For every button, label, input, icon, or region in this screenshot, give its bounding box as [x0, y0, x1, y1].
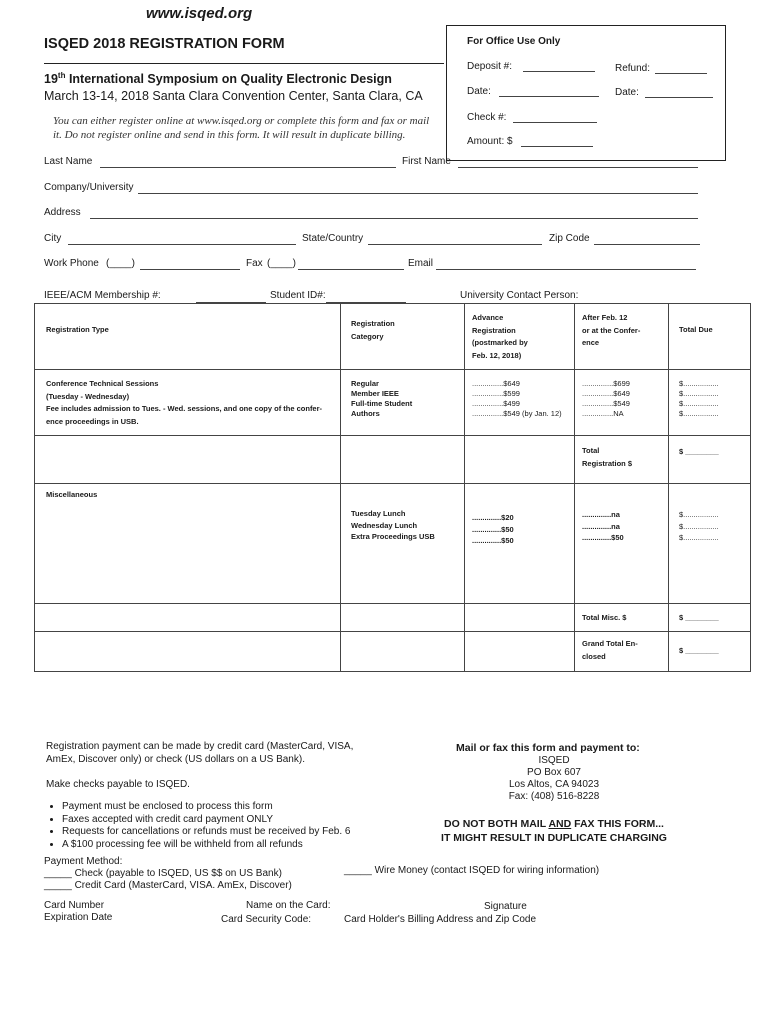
city-input[interactable] — [68, 244, 296, 245]
security-code-label: Card Security Code: — [221, 914, 312, 925]
after-header-2: or at the Confer- — [582, 325, 641, 335]
amount-line[interactable] — [521, 146, 593, 147]
company-input[interactable] — [138, 193, 698, 194]
after-price: ...............$549 — [582, 399, 630, 408]
list-item: • Requests for cancellations or refunds must be received by Feb. 6 — [62, 826, 350, 839]
expiration-label: Expiration Date — [44, 912, 113, 923]
table-row — [35, 370, 751, 436]
conference-totals[interactable] — [669, 370, 751, 436]
misc-after-price: ..............na — [582, 510, 620, 519]
dates-location: March 13-14, 2018 Santa Clara Convention Center, Santa Clara, CA — [44, 89, 423, 103]
category-member: Member IEEE — [351, 389, 399, 398]
amount-label: Amount: $ — [467, 136, 513, 147]
advance-header-4: Feb. 12, 2018) — [472, 350, 522, 360]
contact-person-label: University Contact Person: — [460, 290, 579, 301]
work-phone-label: Work Phone — [44, 258, 99, 269]
email-label: Email — [408, 258, 434, 269]
warning-line-2: IT MIGHT RESULT IN DUPLICATE CHARGING — [441, 832, 667, 844]
student-id-label: Student ID#: — [270, 290, 326, 301]
misc-title: Miscellaneous — [46, 490, 98, 499]
table-row — [35, 484, 751, 604]
grand-total-value[interactable] — [669, 632, 751, 672]
total-registration-1: Total — [582, 446, 600, 455]
date2-label: Date: — [615, 87, 639, 98]
conference-advance-prices — [465, 370, 575, 436]
total-misc-field[interactable]: $ ________ — [679, 613, 719, 622]
category-regular: Regular — [351, 379, 379, 388]
date1-label: Date: — [467, 86, 491, 97]
conference-categories — [341, 370, 465, 436]
zip-input[interactable] — [594, 244, 700, 245]
misc-after-prices — [575, 484, 669, 604]
header-after — [575, 304, 669, 370]
mail-heading: Mail or fax this form and payment to: — [456, 742, 640, 754]
credit-card-option[interactable]: _____ Credit Card (MasterCard, VISA. AmEx, Discover) — [44, 880, 292, 891]
advance-header-3: (postmarked by — [472, 338, 528, 347]
payment-info-2: AmEx, Discover only) or check (US dollars on a US Bank). — [46, 754, 305, 765]
online-note-1: You can either register online at www.isqed.org or complete this form and fax or mail — [53, 115, 430, 127]
after-header-3: ence — [582, 338, 600, 347]
check-line[interactable] — [513, 122, 597, 123]
misc-total-field[interactable]: $................. — [679, 533, 719, 542]
warning-line-1 — [428, 818, 680, 830]
misc-item-extra-usb: Extra Proceedings USB — [351, 532, 435, 541]
fax-input[interactable] — [298, 269, 404, 270]
payment-info-1: Registration payment can be made by credit card (MasterCard, VISA, — [46, 741, 354, 752]
grand-total-2: closed — [582, 651, 606, 661]
misc-items — [341, 484, 465, 604]
company-label: Company/University — [44, 182, 134, 193]
table-row — [35, 604, 751, 632]
work-phone-area: (____) — [106, 258, 135, 269]
list-item: • A $100 processing fee will be withheld from all refunds — [62, 839, 350, 852]
email-input[interactable] — [436, 269, 696, 270]
state-input[interactable] — [368, 244, 542, 245]
deposit-label: Deposit #: — [467, 61, 513, 72]
total-registration-label — [575, 436, 669, 484]
deposit-line[interactable] — [523, 71, 595, 72]
header-reg-type — [35, 304, 341, 370]
billing-address-label: Card Holder's Billing Address and Zip Code — [344, 914, 537, 925]
zip-label: Zip Code — [549, 233, 590, 244]
signature-label: Signature — [484, 901, 527, 912]
misc-advance-price: ..............$50 — [472, 524, 514, 534]
total-field[interactable]: $................. — [679, 389, 719, 398]
conference-after-prices — [575, 370, 669, 436]
misc-after-price: ..............$50 — [582, 533, 624, 542]
total-field[interactable]: $................. — [679, 379, 719, 388]
first-name-input[interactable] — [458, 167, 698, 168]
last-name-input[interactable] — [100, 167, 396, 168]
total-misc-label — [575, 604, 669, 632]
refund-line[interactable] — [655, 73, 707, 74]
online-note-2: it. Do not register online and send in this form. It will result in duplicate billing. — [53, 129, 406, 141]
grand-total-1: Grand Total En- — [582, 639, 638, 648]
last-name-label: Last Name — [44, 156, 93, 167]
name-on-card-label: Name on the Card: — [246, 900, 331, 911]
total-misc-text: Total Misc. $ — [582, 613, 627, 622]
list-item: • Payment must be enclosed to process this form — [62, 801, 350, 814]
total-field[interactable]: $................. — [679, 399, 719, 408]
total-field[interactable]: $................. — [679, 409, 719, 418]
total-registration-field[interactable]: $ ________ — [679, 447, 719, 456]
edition-suffix: th — [57, 71, 66, 80]
check-label: Check #: — [467, 112, 507, 123]
grand-total-field[interactable]: $ ________ — [679, 646, 719, 655]
website-url: www.isqed.org — [146, 5, 253, 22]
misc-advance-price: ..............$20 — [472, 513, 514, 522]
reg-category-header-1: Registration — [351, 319, 395, 328]
advance-price: ...............$599 — [472, 389, 520, 398]
check-option[interactable]: _____ Check (payable to ISQED, US $$ on US Bank) — [44, 868, 282, 879]
total-due-header: Total Due — [679, 325, 713, 334]
date1-line[interactable] — [499, 96, 599, 97]
table-header-row — [35, 304, 751, 370]
misc-after-price: ..............na — [582, 521, 620, 531]
advance-header-1: Advance — [472, 313, 504, 322]
misc-advance-price: ..............$50 — [472, 536, 514, 545]
misc-total-field[interactable]: $................. — [679, 521, 719, 531]
misc-item-tuesday-lunch: Tuesday Lunch — [351, 509, 406, 518]
advance-price: ...............$649 — [472, 379, 520, 388]
state-label: State/Country — [302, 233, 364, 244]
reg-category-header-2: Category — [351, 331, 384, 341]
list-item: • Faxes accepted with credit card payment ONLY — [62, 814, 350, 827]
warning-post: FAX THIS FORM... — [571, 818, 664, 830]
symposium-title — [44, 71, 392, 86]
advance-price: ...............$549 (by Jan. 12) — [472, 409, 562, 418]
misc-total-field[interactable]: $................. — [679, 510, 719, 519]
warning-and: AND — [548, 818, 572, 830]
registration-table — [34, 303, 751, 672]
after-price: ...............$649 — [582, 389, 630, 398]
payment-rules-list — [44, 801, 350, 851]
address-label: Address — [44, 207, 81, 218]
category-student: Full-time Student — [351, 399, 413, 408]
payment-method-label: Payment Method: — [44, 856, 123, 867]
first-name-label: First Name — [402, 156, 451, 167]
card-number-label: Card Number — [44, 900, 105, 911]
warning-pre: DO NOT BOTH MAIL — [444, 818, 549, 830]
conference-title: Conference Technical Sessions — [46, 379, 159, 388]
total-registration-2: Registration $ — [582, 458, 633, 468]
advance-header-2: Registration — [472, 325, 516, 335]
city-label: City — [44, 233, 62, 244]
edition-number: 19 — [44, 72, 58, 87]
misc-advance-prices — [465, 484, 575, 604]
total-misc-value[interactable] — [669, 604, 751, 632]
header-total-due — [669, 304, 751, 370]
mail-fax: Fax: (408) 516-8228 — [508, 791, 600, 802]
form-title: ISQED 2018 REGISTRATION FORM — [44, 36, 285, 52]
date2-line[interactable] — [645, 97, 713, 98]
symposium-name: International Symposium on Quality Electronic Design — [68, 72, 392, 87]
conference-cell — [35, 370, 341, 436]
table-row — [35, 632, 751, 672]
checks-payable: Make checks payable to ISQED. — [46, 779, 190, 790]
wire-option[interactable]: _____ Wire Money (contact ISQED for wiring information) — [344, 865, 600, 876]
fax-area: (____) — [267, 258, 296, 269]
misc-totals[interactable] — [669, 484, 751, 604]
mail-org: ISQED — [538, 755, 570, 766]
header-advance — [465, 304, 575, 370]
conference-note-2: ence proceedings in USB. — [46, 416, 139, 426]
conference-days: (Tuesday - Wednesday) — [46, 391, 130, 401]
office-use-title: For Office Use Only — [467, 36, 561, 47]
membership-label: IEEE/ACM Membership #: — [44, 290, 161, 301]
reg-type-header: Registration Type — [46, 325, 109, 334]
category-authors: Authors — [351, 409, 380, 418]
refund-label: Refund: — [615, 63, 651, 74]
address-input[interactable] — [90, 218, 698, 219]
misc-cell — [35, 484, 341, 604]
header-reg-category — [341, 304, 465, 370]
mail-po-box: PO Box 607 — [527, 767, 581, 778]
office-use-box — [446, 25, 726, 161]
mail-city: Los Altos, CA 94023 — [508, 779, 600, 790]
after-price: ...............NA — [582, 409, 624, 418]
fax-label: Fax — [246, 258, 263, 269]
work-phone-input[interactable] — [140, 269, 240, 270]
grand-total-label — [575, 632, 669, 672]
after-header-1: After Feb. 12 — [582, 313, 628, 322]
advance-price: ...............$499 — [472, 399, 520, 408]
misc-item-wednesday-lunch: Wednesday Lunch — [351, 520, 418, 530]
conference-note-1: Fee includes admission to Tues. - Wed. sessions, and one copy of the confer- — [46, 404, 323, 413]
after-price: ...............$699 — [582, 379, 630, 388]
total-registration-value[interactable] — [669, 436, 751, 484]
title-rule — [44, 63, 444, 64]
table-row — [35, 436, 751, 484]
